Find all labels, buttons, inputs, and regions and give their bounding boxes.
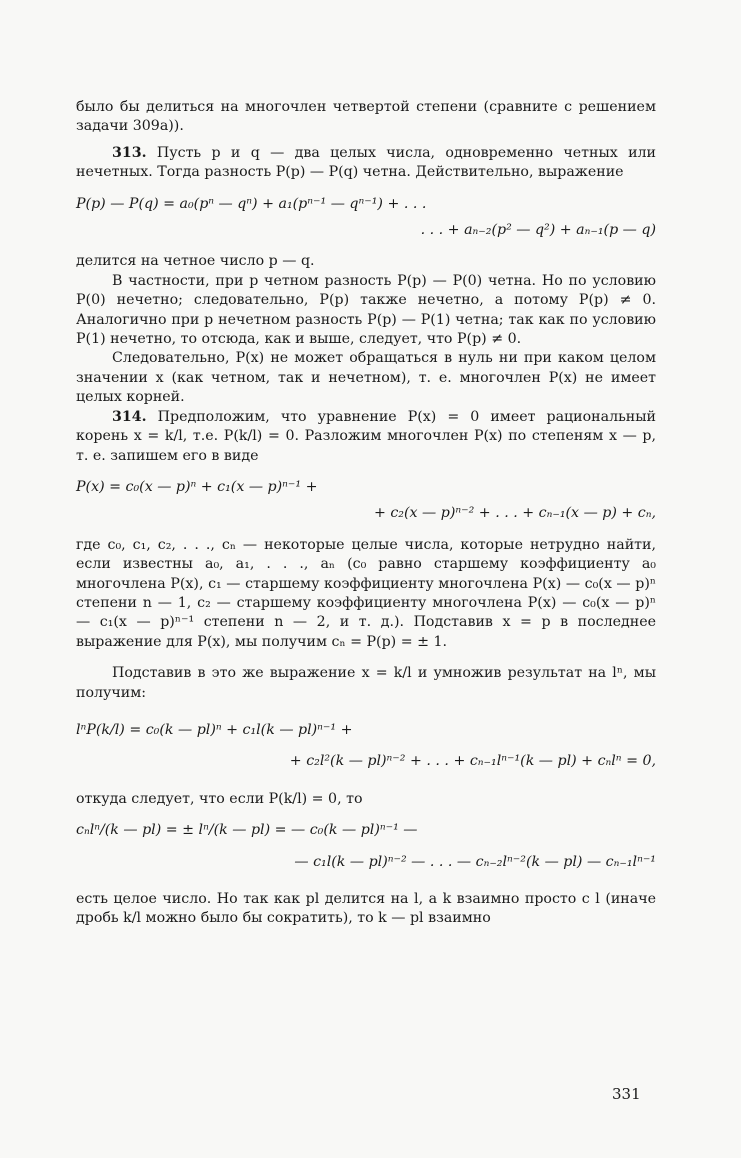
problem-313 — [76, 144, 656, 183]
equation-314-line5: cₙlⁿ/(k — pl) = ± lⁿ/(k — pl) = — c₀(k — pl)ⁿ⁻¹ — — [76, 822, 418, 839]
equation-314-line3: lⁿP(k/l) = c₀(k — pl)ⁿ + c₁l(k — pl)ⁿ⁻¹ + — [76, 721, 353, 738]
problem-314-last: есть целое число. Но так как pl делится на l, а k взаимно просто с l (иначе дробь k/l можно было бы сократить), то k — pl взаимно — [76, 891, 656, 927]
equation-314-line6: — c₁l(k — pl)ⁿ⁻² — . . . — cₙ₋₂lⁿ⁻²(k — pl) — cₙ₋₁lⁿ⁻¹ — [294, 853, 656, 870]
problem-313-paragraph-3: Следовательно, P(x) не может обращаться в нуль ни при каком целом значении x (как четном, так и нечетном), т. е. многочлен P(x) не имеет целых корней. — [76, 350, 656, 406]
problem-314-intro: Предположим, что уравнение P(x) = 0 имеет рациональный корень x = k/l, т.е. P(k/l) = 0. Разложим многочлен P(x) по степеням x — p, т. е. запишем его в виде — [76, 408, 657, 464]
problem-313-paragraph-2: В частности, при p четном разность P(p) — P(0) четна. Но по условию P(0) нечетно; следовательно, P(p) также нечетно, а потому P(p) ≠ 0. Аналогично при p нечетном разность P(p) — P(1) четна; так как по условию P(1) нечетно, то отсюда, как и выше, следует, что P(p) ≠ 0. — [76, 272, 656, 348]
problem-313-number: 313. — [112, 144, 147, 161]
equation-314-line2: + c₂(x — p)ⁿ⁻² + . . . + cₙ₋₁(x — p) + cₙ, — [373, 505, 656, 522]
problem-314-then: откуда следует, что если P(k/l) = 0, то — [76, 790, 363, 807]
problem-313-text: Пусть p и q — два целых числа, одновременно четных или нечетных. Тогда разность P(p) — P(q) четна. Действительно, выражение — [76, 144, 656, 181]
problem-314-number: 314. — [112, 408, 147, 425]
equation-314-line4: + c₂l²(k — pl)ⁿ⁻² + . . . + cₙ₋₁lⁿ⁻¹(k — pl) + cₙlⁿ = 0, — [289, 753, 656, 770]
equation-313-line2: . . . + aₙ₋₂(p² — q²) + aₙ₋₁(p — q) — [420, 222, 656, 239]
problem-314-substitution: Подставив в это же выражение x = k/l и умножив результат на lⁿ, мы получим: — [76, 665, 656, 701]
problem-313-after-equation: делится на четное число p — q. — [76, 253, 315, 270]
problem-314-where: где c₀, c₁, c₂, . . ., cₙ — некоторые целые числа, которые нетрудно найти, если известны a₀, a₁, . . ., aₙ (c₀ равно старшему коэффициенту a₀ многочлена P(x), c₁ — старшему коэффициенту многочлена P(x) — c₀(x — p)ⁿ степени n — 1, c₂ — старшему коэффициенту многочлена P(x) — c₀(x — p)ⁿ — c₁(x — p)ⁿ⁻¹ степени n — 2, и т. д.). Подставив x = p в последнее выражение для P(x), мы получим cₙ = P(p) = ± 1. — [76, 536, 656, 650]
page-number: 331 — [612, 1085, 641, 1103]
equation-314-line1: P(x) = c₀(x — p)ⁿ + c₁(x — p)ⁿ⁻¹ + — [76, 478, 318, 495]
intro-paragraph: было бы делиться на многочлен четвертой степени (сравните с решением задачи 309а)). — [76, 99, 656, 135]
equation-313-line1: P(p) — P(q) = a₀(pⁿ — qⁿ) + a₁(pⁿ⁻¹ — qⁿ⁻¹) + . . . — [76, 195, 427, 212]
page-body — [76, 98, 656, 929]
problem-314 — [76, 408, 656, 466]
